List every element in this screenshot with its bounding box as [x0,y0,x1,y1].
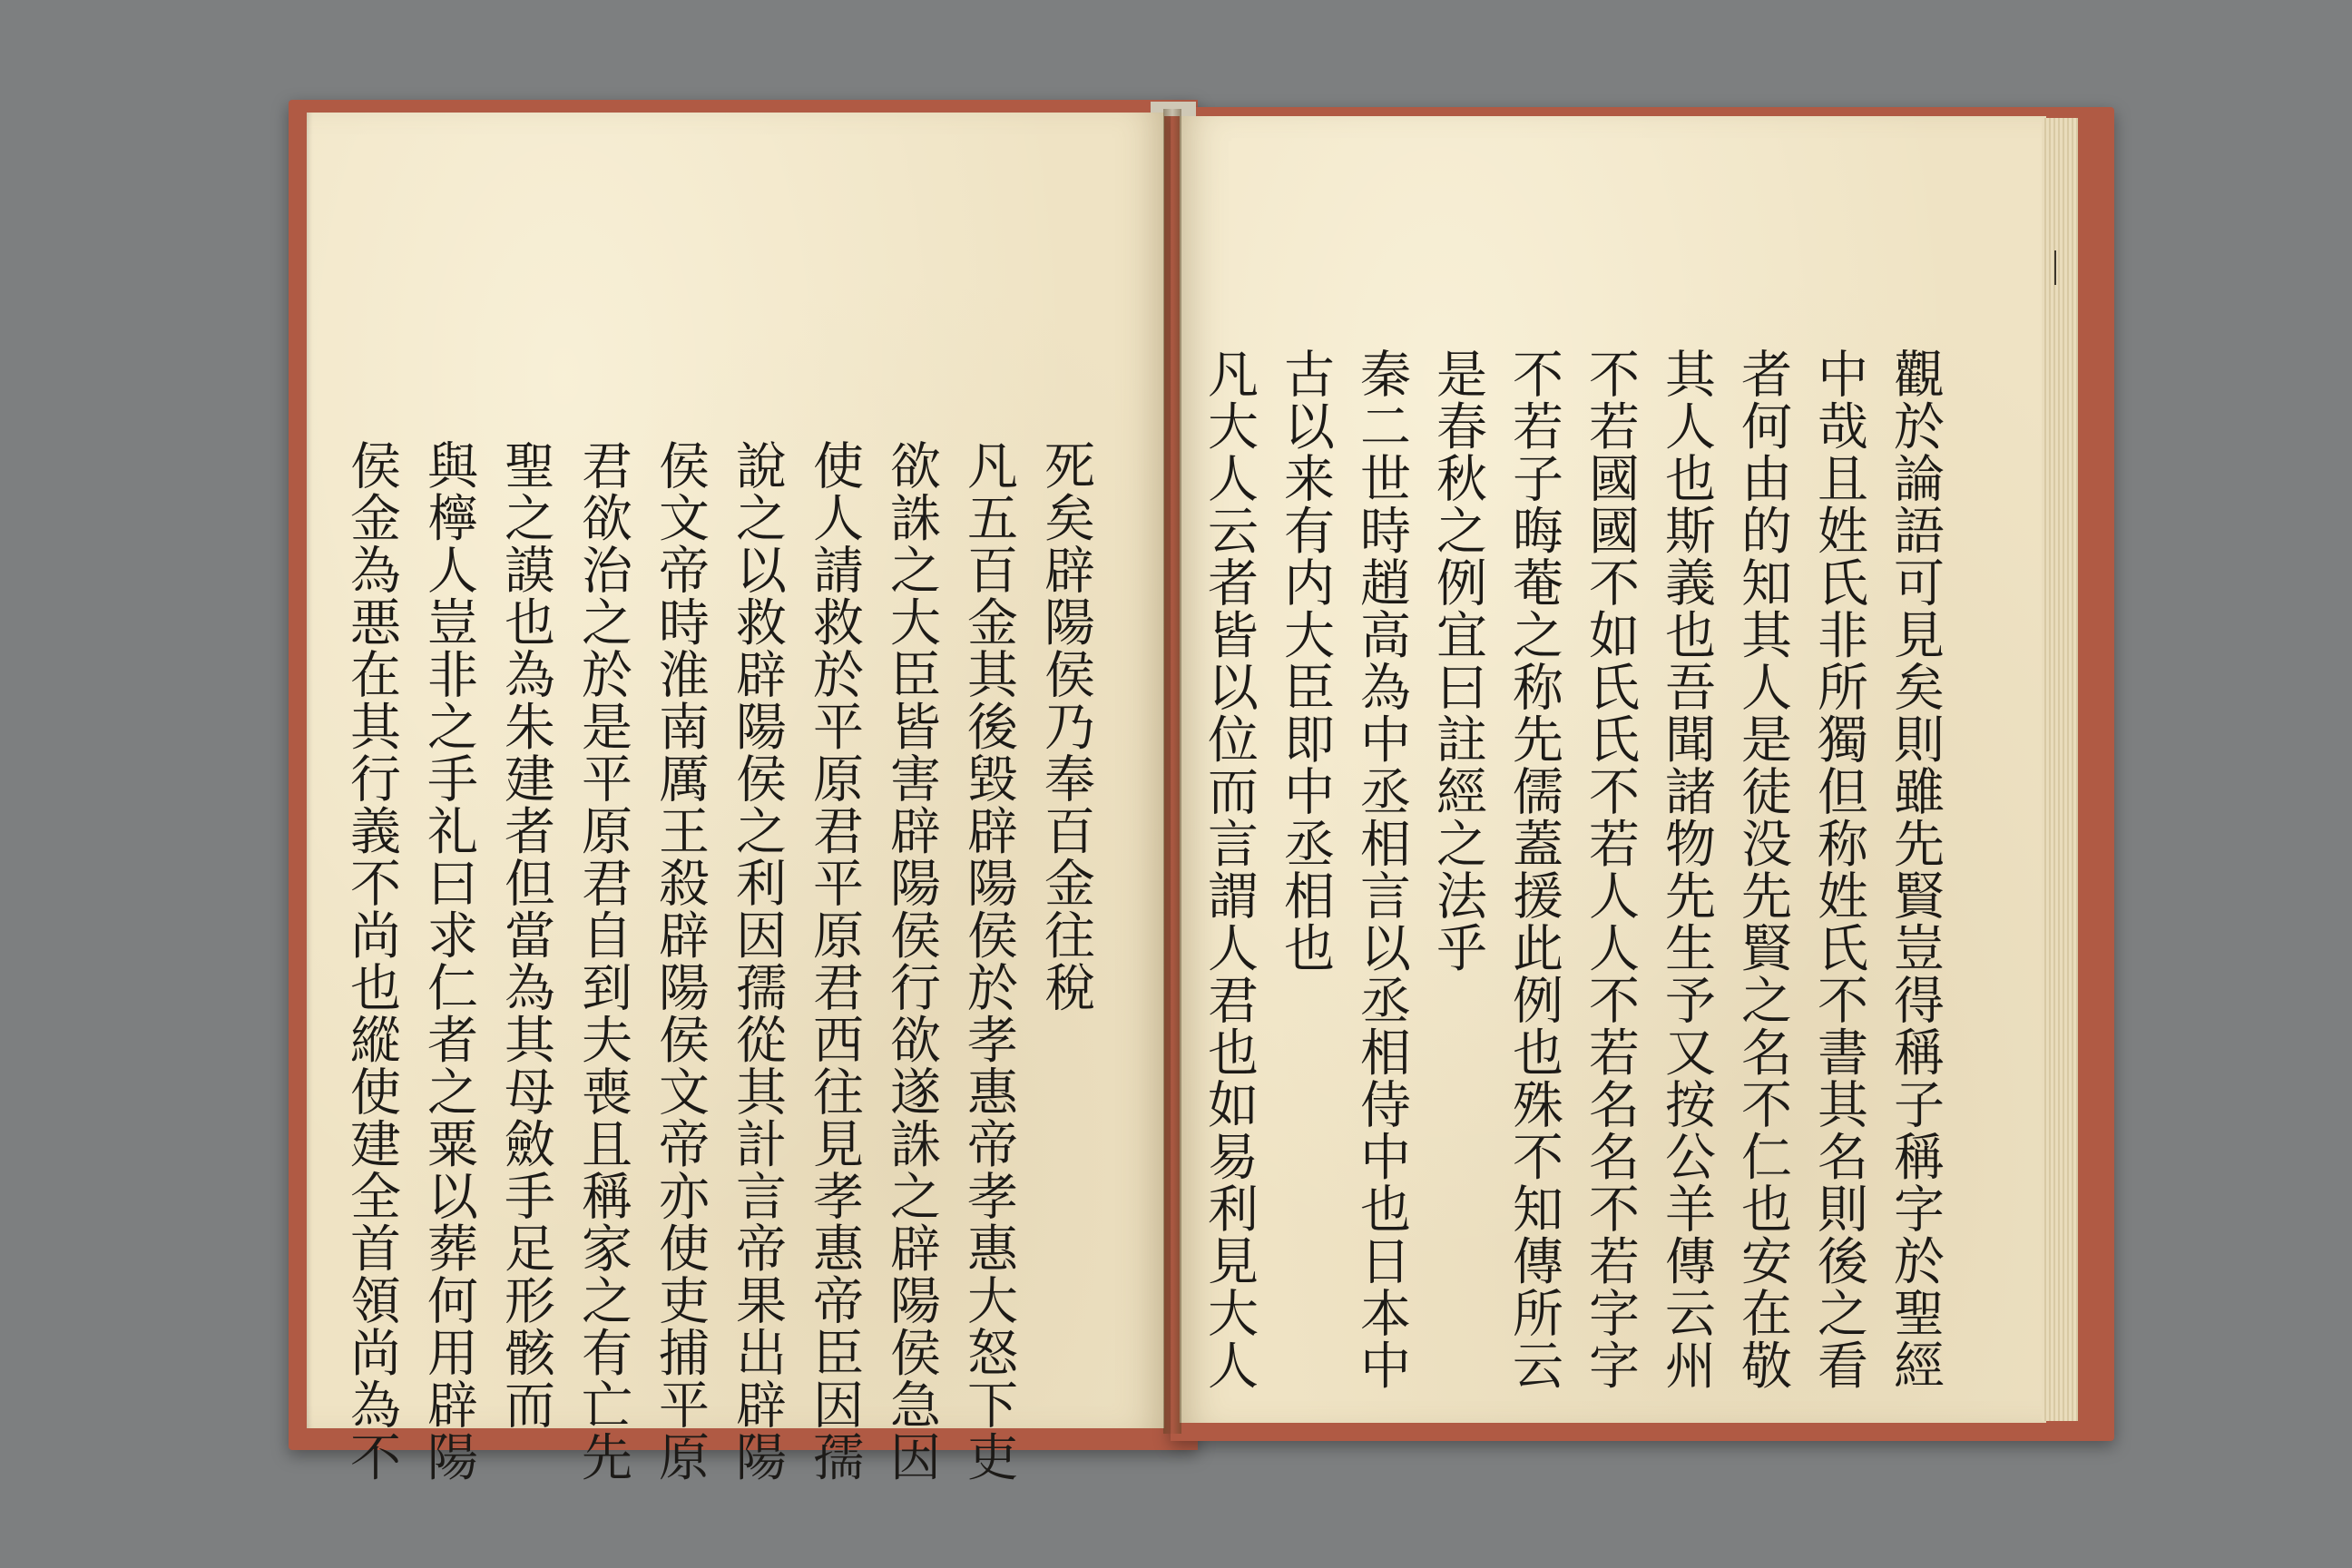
text-column: 不若國國不如氏氏不若人人不若名名不若字字 [1581,348,1640,1391]
left-page [307,113,1164,1483]
right-page [1180,116,2046,1423]
text-column: 是春秋之例宜曰註經之法乎 [1428,348,1487,974]
text-column: 古以来有内大臣即中丞相也 [1276,348,1335,974]
text-column: 觀於論語可見矣則雖先賢豈得稱子稱字於聖經 [1886,348,1945,1391]
text-column: 侯文帝時淮南厲王殺辟陽侯文帝亦使吏捕平原 [651,439,710,1483]
book-gutter [1163,109,1181,1434]
page-edge-mark [2054,250,2056,285]
text-column: 凡五百金其後毀辟陽侯於孝惠帝孝惠大怒下吏 [959,439,1018,1483]
text-column: 中哉且姓氏非所獨但称姓氏不書其名則後之看 [1809,348,1868,1391]
text-column: 君欲治之於是平原君自到夫喪且稱家之有亡先 [573,439,632,1483]
text-column: 使人請救於平原君平原君西往見孝惠帝臣因孺 [805,439,864,1483]
text-column: 聖之謨也為朱建者但當為其母斂手足形骸而 [496,439,555,1431]
text-column: 凡大人云者皆以位而言謂人君也如易利見大人 [1200,348,1259,1391]
text-column: 其人也斯義也吾聞諸物先生予又按公羊傳云州 [1657,348,1716,1391]
text-column: 與檸人豈非之手礼曰求仁者之粟以葬何用辟陽 [419,439,478,1483]
text-column: 侯金為悪在其行義不尚也縱使建全首領尚為不 [342,439,401,1483]
text-column: 說之以救辟陽侯之利因孺從其計言帝果出辟陽 [728,439,787,1483]
text-column: 欲誅之大臣皆害辟陽侯行欲遂誅之辟陽侯急因 [882,439,941,1483]
text-column: 者何由的知其人是徒没先賢之名不仁也安在敬 [1733,348,1792,1391]
text-column: 秦二世時趙高為中丞相言以丞相侍中也日本中 [1352,348,1411,1391]
text-column: 死矣辟陽侯乃奉百金往稅 [1036,439,1095,1014]
text-column: 不若子晦菴之称先儒蓋援此例也殊不知傳所云 [1504,348,1563,1391]
page-edges [2042,118,2078,1421]
